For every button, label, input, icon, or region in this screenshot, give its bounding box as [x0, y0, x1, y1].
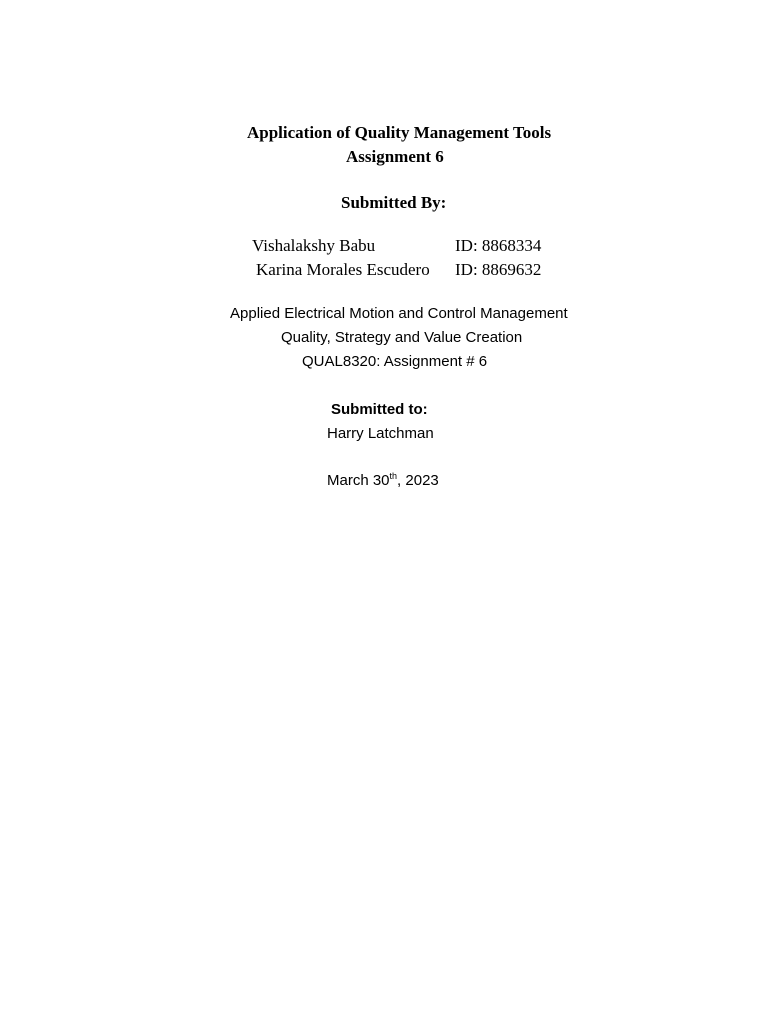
instructor-name: Harry Latchman	[327, 425, 434, 442]
author-name: Karina Morales Escudero	[256, 260, 430, 279]
author-name: Vishalakshy Babu	[252, 236, 376, 255]
course-name: Quality, Strategy and Value Creation	[281, 329, 523, 346]
author-id: ID: 8869632	[455, 260, 542, 279]
submission-date	[327, 473, 439, 488]
course-code: QUAL8320: Assignment # 6	[302, 353, 488, 370]
program-name: Applied Electrical Motion and Control Management	[230, 305, 568, 322]
assignment-number: Assignment 6	[346, 147, 444, 166]
submitted-by-heading: Submitted By:	[341, 193, 447, 212]
submitted-to-heading: Submitted to:	[331, 401, 428, 418]
document-title: Application of Quality Management Tools	[247, 123, 552, 142]
date-rest: , 2023	[397, 472, 439, 489]
author-id: ID: 8868334	[455, 236, 542, 255]
date-prefix: March 30	[327, 472, 390, 489]
date-ordinal-suffix: th	[389, 471, 398, 481]
